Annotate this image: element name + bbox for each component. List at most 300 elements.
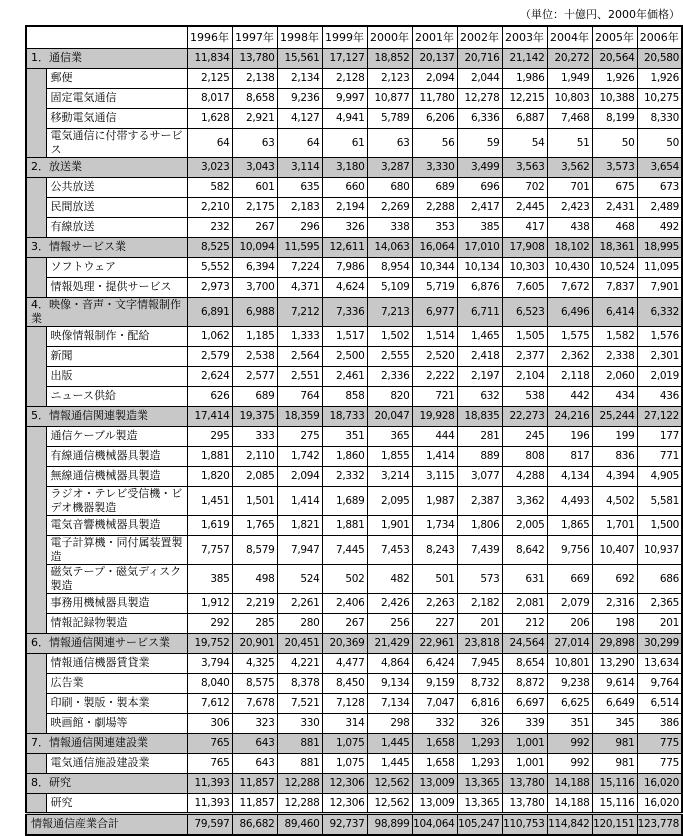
- value-cell: 280: [277, 613, 322, 633]
- table-row: [26, 366, 682, 386]
- table-row: [26, 653, 682, 673]
- value-cell: 338: [367, 217, 412, 237]
- value-cell: 10,134: [457, 257, 502, 277]
- value-cell: 10,803: [547, 88, 592, 108]
- value-cell: 501: [412, 564, 457, 593]
- indent-cell: [26, 753, 46, 773]
- value-cell: 2,110: [232, 446, 277, 466]
- value-cell: 764: [277, 386, 322, 406]
- value-cell: 2,019: [637, 366, 682, 386]
- value-cell: 6,988: [232, 297, 277, 326]
- value-cell: 3,794: [187, 653, 232, 673]
- value-cell: 29,898: [592, 633, 637, 653]
- value-cell: 11,595: [277, 237, 322, 257]
- table-row: [26, 613, 682, 633]
- value-cell: 2,555: [367, 346, 412, 366]
- value-cell: 2,445: [502, 197, 547, 217]
- value-cell: 2,489: [637, 197, 682, 217]
- value-cell: 345: [592, 713, 637, 733]
- indent-cell: [26, 128, 46, 157]
- table-row: [26, 326, 682, 346]
- value-cell: 227: [412, 613, 457, 633]
- indent-cell: [26, 653, 46, 673]
- indent-cell: [26, 386, 46, 406]
- value-cell: 1,465: [457, 326, 502, 346]
- table-row: [26, 693, 682, 713]
- indent-cell: [26, 277, 46, 297]
- value-cell: 2,081: [502, 593, 547, 613]
- value-cell: 2,183: [277, 197, 322, 217]
- value-cell: 177: [637, 426, 682, 446]
- value-cell: 1,500: [637, 515, 682, 535]
- table-row: [26, 297, 682, 326]
- year-header: 2006年: [637, 26, 682, 48]
- value-cell: 7,612: [187, 693, 232, 713]
- indent-cell: [26, 486, 46, 515]
- value-cell: 468: [592, 217, 637, 237]
- value-cell: 6,891: [187, 297, 232, 326]
- value-cell: 643: [232, 733, 277, 753]
- value-cell: 17,414: [187, 406, 232, 426]
- value-cell: 2,094: [412, 68, 457, 88]
- value-cell: 267: [322, 613, 367, 633]
- indent-cell: [26, 515, 46, 535]
- value-cell: 2,336: [367, 366, 412, 386]
- value-cell: 2,128: [322, 68, 367, 88]
- year-header: 1998年: [277, 26, 322, 48]
- value-cell: 8,450: [322, 673, 367, 693]
- value-cell: 13,634: [637, 653, 682, 673]
- row-label: 印刷・製版・製本業: [46, 693, 187, 713]
- value-cell: 2,222: [412, 366, 457, 386]
- value-cell: 3,077: [457, 466, 502, 486]
- value-cell: 2,577: [232, 366, 277, 386]
- value-cell: 6,711: [457, 297, 502, 326]
- value-cell: 8,654: [502, 653, 547, 673]
- value-cell: 9,236: [277, 88, 322, 108]
- value-cell: 18,733: [322, 406, 367, 426]
- value-cell: 3,362: [502, 486, 547, 515]
- value-cell: 1,860: [322, 446, 367, 466]
- value-cell: 3,023: [187, 157, 232, 177]
- value-cell: 689: [232, 386, 277, 406]
- table-row: [26, 108, 682, 128]
- value-cell: 8,658: [232, 88, 277, 108]
- table-row: [26, 406, 682, 426]
- value-cell: 3,499: [457, 157, 502, 177]
- value-cell: 2,921: [232, 108, 277, 128]
- row-label: ラジオ・テレビ受信機・ビデオ機器製造: [46, 486, 187, 515]
- value-cell: 86,682: [232, 813, 277, 835]
- value-cell: 2,377: [502, 346, 547, 366]
- value-cell: 30,299: [637, 633, 682, 653]
- value-cell: 20,580: [637, 48, 682, 68]
- value-cell: 2,123: [367, 68, 412, 88]
- value-cell: 7,986: [322, 257, 367, 277]
- value-cell: 444: [412, 426, 457, 446]
- value-cell: 4,221: [277, 653, 322, 673]
- value-cell: 3,562: [547, 157, 592, 177]
- value-cell: 18,835: [457, 406, 502, 426]
- value-cell: 256: [367, 613, 412, 633]
- value-cell: 12,306: [322, 793, 367, 813]
- value-cell: 7,224: [277, 257, 322, 277]
- value-cell: 292: [187, 613, 232, 633]
- value-cell: 2,417: [457, 197, 502, 217]
- value-cell: 7,445: [322, 535, 367, 564]
- value-cell: 4,493: [547, 486, 592, 515]
- row-label: ソフトウェア: [46, 257, 187, 277]
- value-cell: 1,821: [277, 515, 322, 535]
- value-cell: 631: [502, 564, 547, 593]
- value-cell: 2,301: [637, 346, 682, 366]
- value-cell: 2,624: [187, 366, 232, 386]
- year-header: 2003年: [502, 26, 547, 48]
- value-cell: 1,075: [322, 753, 367, 773]
- value-cell: 7,945: [457, 653, 502, 673]
- indent-cell: [26, 346, 46, 366]
- value-cell: 110,753: [502, 813, 547, 835]
- value-cell: 15,561: [277, 48, 322, 68]
- header-row: [26, 26, 682, 48]
- value-cell: 660: [322, 177, 367, 197]
- value-cell: 669: [547, 564, 592, 593]
- value-cell: 6,649: [592, 693, 637, 713]
- value-cell: 1,075: [322, 733, 367, 753]
- value-cell: 2,269: [367, 197, 412, 217]
- value-cell: 5,109: [367, 277, 412, 297]
- value-cell: 386: [637, 713, 682, 733]
- value-cell: 326: [322, 217, 367, 237]
- indent-cell: [26, 535, 46, 564]
- value-cell: 10,937: [637, 535, 682, 564]
- value-cell: 18,361: [592, 237, 637, 257]
- value-cell: 2,316: [592, 593, 637, 613]
- row-label: 6．情報通信関連サービス業: [26, 633, 187, 653]
- value-cell: 775: [637, 733, 682, 753]
- row-label: 有線放送: [46, 217, 187, 237]
- indent-cell: [26, 426, 46, 446]
- value-cell: 4,134: [547, 466, 592, 486]
- value-cell: 9,134: [367, 673, 412, 693]
- value-cell: 808: [502, 446, 547, 466]
- table-row: [26, 466, 682, 486]
- value-cell: 323: [232, 713, 277, 733]
- value-cell: 21,142: [502, 48, 547, 68]
- value-cell: 9,159: [412, 673, 457, 693]
- value-cell: 692: [592, 564, 637, 593]
- value-cell: 992: [547, 733, 592, 753]
- value-cell: 12,562: [367, 793, 412, 813]
- value-cell: 20,272: [547, 48, 592, 68]
- value-cell: 333: [232, 426, 277, 446]
- value-cell: 2,973: [187, 277, 232, 297]
- indent-cell: [26, 693, 46, 713]
- value-cell: 686: [637, 564, 682, 593]
- value-cell: 524: [277, 564, 322, 593]
- row-label: 広告業: [46, 673, 187, 693]
- value-cell: 15,116: [592, 773, 637, 793]
- value-cell: 2,138: [232, 68, 277, 88]
- value-cell: 2,182: [457, 593, 502, 613]
- table-head: [26, 26, 682, 48]
- value-cell: 2,134: [277, 68, 322, 88]
- value-cell: 4,127: [277, 108, 322, 128]
- value-cell: 13,009: [412, 793, 457, 813]
- value-cell: 3,573: [592, 157, 637, 177]
- industry-table: [25, 25, 683, 836]
- value-cell: 10,388: [592, 88, 637, 108]
- value-cell: 17,908: [502, 237, 547, 257]
- value-cell: 105,247: [457, 813, 502, 835]
- table-row: [26, 486, 682, 515]
- value-cell: 2,175: [232, 197, 277, 217]
- value-cell: 13,365: [457, 793, 502, 813]
- value-cell: 5,719: [412, 277, 457, 297]
- table-row: [26, 88, 682, 108]
- value-cell: 1,505: [502, 326, 547, 346]
- value-cell: 675: [592, 177, 637, 197]
- row-label: 民間放送: [46, 197, 187, 217]
- table-row: [26, 197, 682, 217]
- value-cell: 196: [547, 426, 592, 446]
- value-cell: 6,332: [637, 297, 682, 326]
- value-cell: 7,134: [367, 693, 412, 713]
- indent-cell: [26, 257, 46, 277]
- value-cell: 14,188: [547, 773, 592, 793]
- value-cell: 12,562: [367, 773, 412, 793]
- value-cell: 1,658: [412, 753, 457, 773]
- value-cell: 4,624: [322, 277, 367, 297]
- value-cell: 89,460: [277, 813, 322, 835]
- value-cell: 643: [232, 753, 277, 773]
- value-cell: 18,102: [547, 237, 592, 257]
- value-cell: 2,210: [187, 197, 232, 217]
- value-cell: 24,564: [502, 633, 547, 653]
- value-cell: 1,855: [367, 446, 412, 466]
- value-cell: 7,757: [187, 535, 232, 564]
- value-cell: 10,275: [637, 88, 682, 108]
- value-cell: 267: [232, 217, 277, 237]
- table-row: [26, 386, 682, 406]
- value-cell: 8,243: [412, 535, 457, 564]
- value-cell: 98,899: [367, 813, 412, 835]
- value-cell: 2,005: [502, 515, 547, 535]
- value-cell: 3,563: [502, 157, 547, 177]
- row-label: 情報通信機器賃貸業: [46, 653, 187, 673]
- table-row: [26, 217, 682, 237]
- value-cell: 1,333: [277, 326, 322, 346]
- value-cell: 10,524: [592, 257, 637, 277]
- value-cell: 281: [457, 426, 502, 446]
- value-cell: 18,852: [367, 48, 412, 68]
- value-cell: 765: [187, 733, 232, 753]
- value-cell: 4,288: [502, 466, 547, 486]
- value-cell: 4,941: [322, 108, 367, 128]
- value-cell: 1,582: [592, 326, 637, 346]
- value-cell: 635: [277, 177, 322, 197]
- value-cell: 13,365: [457, 773, 502, 793]
- value-cell: 771: [637, 446, 682, 466]
- value-cell: 10,801: [547, 653, 592, 673]
- value-cell: 1,734: [412, 515, 457, 535]
- value-cell: 25,244: [592, 406, 637, 426]
- value-cell: 2,060: [592, 366, 637, 386]
- table-row: [26, 673, 682, 693]
- value-cell: 836: [592, 446, 637, 466]
- value-cell: 889: [457, 446, 502, 466]
- value-cell: 2,338: [592, 346, 637, 366]
- value-cell: 498: [232, 564, 277, 593]
- value-cell: 245: [502, 426, 547, 446]
- value-cell: 3,330: [412, 157, 457, 177]
- value-cell: 2,118: [547, 366, 592, 386]
- value-cell: 6,394: [232, 257, 277, 277]
- value-cell: 1,414: [412, 446, 457, 466]
- value-cell: 13,290: [592, 653, 637, 673]
- value-cell: 502: [322, 564, 367, 593]
- row-label: 無線通信機械器具製造: [46, 466, 187, 486]
- value-cell: 8,954: [367, 257, 412, 277]
- value-cell: 1,514: [412, 326, 457, 346]
- value-cell: 4,371: [277, 277, 322, 297]
- table-row: [26, 515, 682, 535]
- row-label: 移動電気通信: [46, 108, 187, 128]
- indent-cell: [26, 446, 46, 466]
- value-cell: 7,605: [502, 277, 547, 297]
- value-cell: 8,732: [457, 673, 502, 693]
- value-cell: 63: [232, 128, 277, 157]
- value-cell: 12,288: [277, 773, 322, 793]
- value-cell: 11,393: [187, 793, 232, 813]
- value-cell: 198: [592, 613, 637, 633]
- value-cell: 9,238: [547, 673, 592, 693]
- value-cell: 51: [547, 128, 592, 157]
- row-label: 電気通信に付帯するサービス: [46, 128, 187, 157]
- value-cell: 10,430: [547, 257, 592, 277]
- value-cell: 1,912: [187, 593, 232, 613]
- value-cell: 7,468: [547, 108, 592, 128]
- indent-cell: [26, 217, 46, 237]
- value-cell: 2,362: [547, 346, 592, 366]
- indent-cell: [26, 366, 46, 386]
- value-cell: 1,451: [187, 486, 232, 515]
- value-cell: 2,500: [322, 346, 367, 366]
- row-label: 7．情報通信関連建設業: [26, 733, 187, 753]
- value-cell: 482: [367, 564, 412, 593]
- value-cell: 7,837: [592, 277, 637, 297]
- value-cell: 2,426: [367, 593, 412, 613]
- value-cell: 3,043: [232, 157, 277, 177]
- value-cell: 2,431: [592, 197, 637, 217]
- value-cell: 1,185: [232, 326, 277, 346]
- value-cell: 351: [322, 426, 367, 446]
- table-row: [26, 128, 682, 157]
- value-cell: 11,780: [412, 88, 457, 108]
- value-cell: 24,216: [547, 406, 592, 426]
- value-cell: 1,576: [637, 326, 682, 346]
- row-label: 電子計算機・同付属装置製造: [46, 535, 187, 564]
- indent-cell: [26, 326, 46, 346]
- value-cell: 3,180: [322, 157, 367, 177]
- row-label: 新聞: [46, 346, 187, 366]
- table-row: [26, 773, 682, 793]
- value-cell: 1,881: [187, 446, 232, 466]
- value-cell: 21,429: [367, 633, 412, 653]
- row-label: 固定電気通信: [46, 88, 187, 108]
- value-cell: 11,857: [232, 773, 277, 793]
- value-cell: 2,261: [277, 593, 322, 613]
- value-cell: 13,009: [412, 773, 457, 793]
- value-cell: 1,445: [367, 753, 412, 773]
- table-row: [26, 713, 682, 733]
- value-cell: 673: [637, 177, 682, 197]
- value-cell: 981: [592, 753, 637, 773]
- year-header: 1997年: [232, 26, 277, 48]
- value-cell: 27,014: [547, 633, 592, 653]
- indent-cell: [26, 673, 46, 693]
- value-cell: 1,901: [367, 515, 412, 535]
- indent-cell: [26, 108, 46, 128]
- value-cell: 2,194: [322, 197, 367, 217]
- value-cell: 992: [547, 753, 592, 773]
- row-label: 公共放送: [46, 177, 187, 197]
- value-cell: 8,378: [277, 673, 322, 693]
- value-cell: 2,579: [187, 346, 232, 366]
- indent-cell: [26, 466, 46, 486]
- row-label: 情報通信産業合計: [26, 813, 187, 835]
- table-row: [26, 633, 682, 653]
- table-row: [26, 48, 682, 68]
- value-cell: 2,564: [277, 346, 322, 366]
- value-cell: 8,017: [187, 88, 232, 108]
- value-cell: 6,496: [547, 297, 592, 326]
- value-cell: 1,926: [592, 68, 637, 88]
- value-cell: 19,752: [187, 633, 232, 653]
- value-cell: 8,575: [232, 673, 277, 693]
- value-cell: 2,079: [547, 593, 592, 613]
- value-cell: 775: [637, 753, 682, 773]
- value-cell: 330: [277, 713, 322, 733]
- value-cell: 56: [412, 128, 457, 157]
- value-cell: 1,689: [322, 486, 367, 515]
- value-cell: 765: [187, 753, 232, 773]
- value-cell: 19,375: [232, 406, 277, 426]
- value-cell: 2,418: [457, 346, 502, 366]
- value-cell: 314: [322, 713, 367, 733]
- value-cell: 232: [187, 217, 232, 237]
- value-cell: 8,872: [502, 673, 547, 693]
- value-cell: 1,742: [277, 446, 322, 466]
- value-cell: 61: [322, 128, 367, 157]
- table-row: [26, 157, 682, 177]
- value-cell: 4,864: [367, 653, 412, 673]
- value-cell: 4,477: [322, 653, 367, 673]
- value-cell: 365: [367, 426, 412, 446]
- indent-cell: [26, 713, 46, 733]
- value-cell: 1,949: [547, 68, 592, 88]
- value-cell: 8,199: [592, 108, 637, 128]
- value-cell: 199: [592, 426, 637, 446]
- value-cell: 1,502: [367, 326, 412, 346]
- value-cell: 1,986: [502, 68, 547, 88]
- value-cell: 721: [412, 386, 457, 406]
- value-cell: 296: [277, 217, 322, 237]
- value-cell: 601: [232, 177, 277, 197]
- value-cell: 59: [457, 128, 502, 157]
- value-cell: 6,523: [502, 297, 547, 326]
- value-cell: 1,987: [412, 486, 457, 515]
